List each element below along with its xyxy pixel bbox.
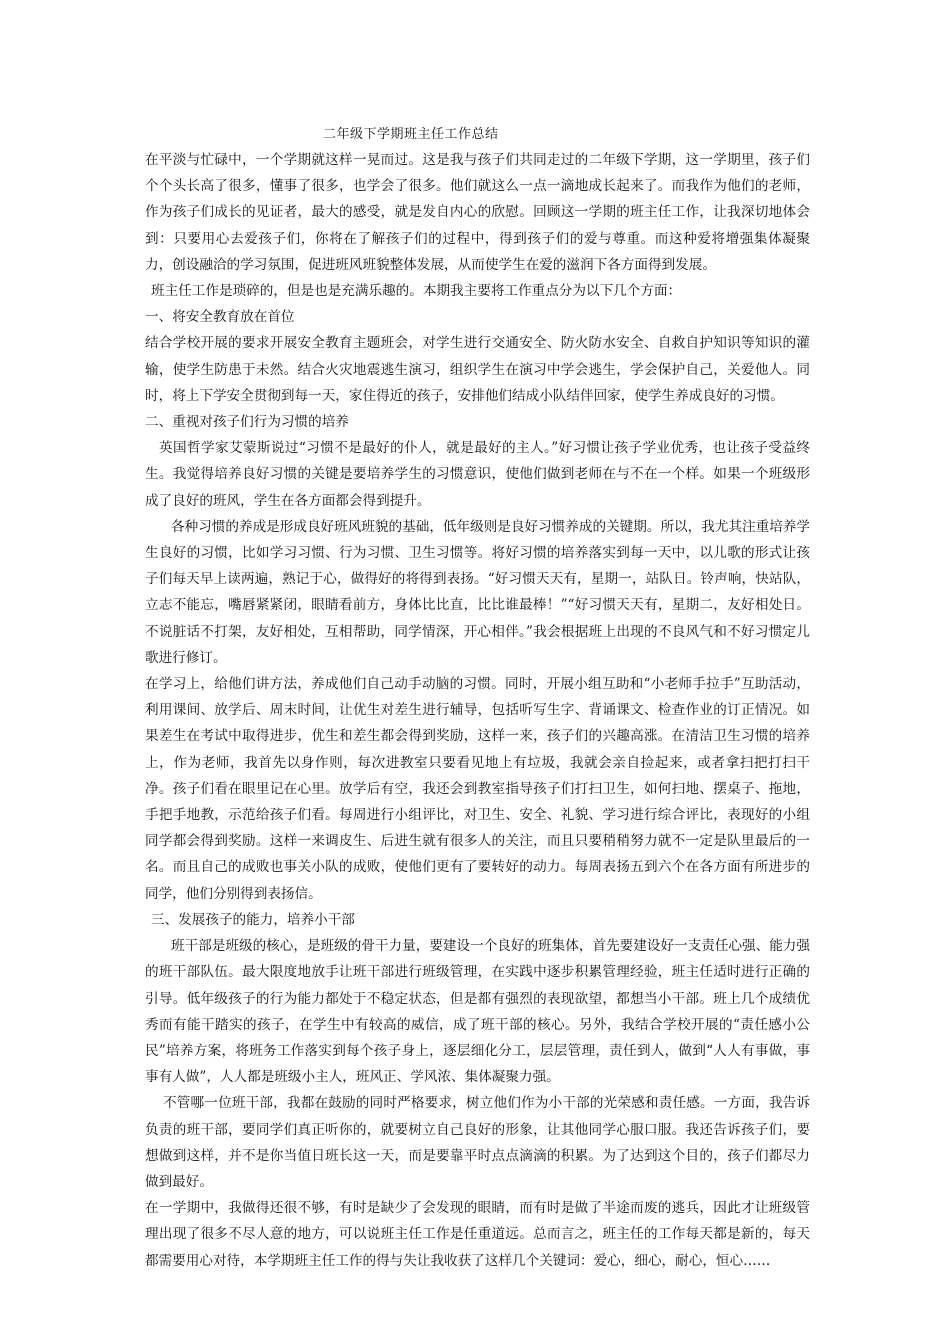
paragraph-habits-study: 在学习上，给他们讲方法，养成他们自己动手动脑的习惯。同时，开展小组互助和“小老师手拉手”互助活动，利用课间、放学后、周末时间，让优生对差生进行辅导，包括听写生字、背诵课文、检查作业的订正情况。如果差生在考试中取得进步，优生和差生都会得到奖励，这样一来，孩子们的兴趣高涨。在清洁卫生习惯的培养上，作为老师，我首先以身作则，每次进教室只要看见地上有垃圾，我就会亲自捡起来，或者拿扫把打扫干净。孩子们看在眼里记在心里。放学后有空，我还会到教室指导孩子们打扫卫生，如何扫地、摆桌子、拖地，手把手地教，示范给孩子们看。每周进行小组评比，对卫生、安全、礼貌、学习进行综合评比，表现好的小组同学都会得到奖励。这样一来调皮生、后进生就有很多人的关注，而且只要稍稍努力就不一定是队里最后的一名。而且自己的成败也事关小队的成败，使他们更有了要转好的动力。每周表扬五到六个在各方面有所进步的同学，他们分别得到表扬信。 [145,676,810,902]
paragraph-safety: 结合学校开展的要求开展安全教育主题班会，对学生进行交通安全、防火防水安全、自救自护知识等知识的灌输，使学生防患于未然。结合火灾地震逃生演习，组织学生在演习中学会逃生，学会保护自己，关爱他人。同时，将上下学安全贯彻到每一天，家住得近的孩子，安排他们结成小队结伴回家，使学生养成良好的习惯。 [145,335,810,404]
paragraph-habits-songs: 各种习惯的养成是形成良好班风班貌的基础，低年级则是良好习惯养成的关键期。所以，我尤其注重培养学生良好的习惯，比如学习习惯、行为习惯、卫生习惯等。将好习惯的培养落实到每一天中，以儿歌的形式让孩子们每天早上读两遍，熟记于心，做得好的将得到表扬。“好习惯天天有，星期一，站队日。铃声响，快站队，立志不能忘，嘴唇紧紧闭，眼睛看前方，身体比比直，比比谁最棒！”“好习惯天天有，星期二，友好相处日。不说脏话不打架，友好相处，互相帮助，同学情深，开心相伴。”我会根据班上出现的不良风气和不好习惯定儿歌进行修订。 [145,518,810,666]
paragraph-habits-quote: 英国哲学家艾蒙斯说过“习惯不是最好的仆人，就是最好的主人。”好习惯让孩子学业优秀，也让孩子受益终生。我觉得培养良好习惯的关键是要培养学生的习惯意识，使他们做到老师在与不在一个样。如果一个班级形成了良好的班风，学生在各方面都会得到提升。 [145,440,810,509]
section-heading-cadres: 三、发展孩子的能力，培养小干部 [151,911,355,928]
paragraph-conclusion: 在一学期中，我做得还很不够，有时是缺少了会发现的眼睛，而有时是做了半途而废的逃兵，因此才让班级管理出现了很多不尽人意的地方，可以说班主任工作是任重道远。总而言之，班主任的工作每天都是新的，每天都需要用心对待，本学期班主任工作的得与失让我收获了这样几个关键词：爱心，细心，耐心，恒心…… [145,1200,810,1269]
section-heading-habits: 二、重视对孩子们行为习惯的培养 [145,414,349,431]
paragraph-overview: 班主任工作是琐碎的，但是也是充满乐趣的。本期我主要将工作重点分为以下几个方面： [151,283,682,300]
paragraph-intro: 在平淡与忙碌中，一个学期就这样一晃而过。这是我与孩子们共同走过的二年级下学期，这一学期里，孩子们个个头长高了很多，懂事了很多，也学会了很多。他们就这么一点一滴地成长起来了。而我作为他们的老师，作为孩子们成长的见证者，最大的感受，就是发自内心的欣慰。回顾这一学期的班主任工作，让我深切地体会到：只要用心去爱孩子们，你将在了解孩子们的过程中，得到孩子们的爱与尊重。而这种爱将增强集体凝聚力，创设融洽的学习氛围，促进班风班貌整体发展，从而使学生在爱的滋润下各方面得到发展。 [145,152,810,273]
paragraph-cadres-core: 班干部是班级的核心，是班级的骨干力量，要建设一个良好的班集体，首先要建设好一支责任心强、能力强的班干部队伍。最大限度地放手让班干部进行班级管理，在实践中逐步积累管理经验，班主任适时进行正确的引导。低年级孩子的行为能力都处于不稳定状态，但是都有强烈的表现欲望，都想当小干部。班上几个成绩优秀而有能干踏实的孩子，在学生中有较高的威信，成了班干部的核心。另外，我结合学校开展的“责任感小公民”培养方案，将班务工作落实到每个孩子身上，逐层细化分工，层层管理，责任到人，做到“人人有事做，事事有人做”，人人都是班级小主人，班风正、学风浓、集体凝聚力强。 [145,938,810,1086]
document-page [145,125,810,1274]
paragraph-cadres-requirements: 不管哪一位班干部，我都在鼓励的同时严格要求，树立他们作为小干部的光荣感和责任感。一方面，我告诉负责的班干部，要同学们真正听你的，就要树立自己良好的形象，让其他同学心服口服。我还告诉孩子们，要想做到这样，并不是你当值日班长这一天，而是要靠平时点点滴滴的积累。为了达到这个目的，孩子们都尽力做到最好。 [145,1095,810,1190]
section-heading-safety: 一、将安全教育放在首位 [145,309,295,326]
document-title: 二年级下学期班主任工作总结 [323,127,499,142]
